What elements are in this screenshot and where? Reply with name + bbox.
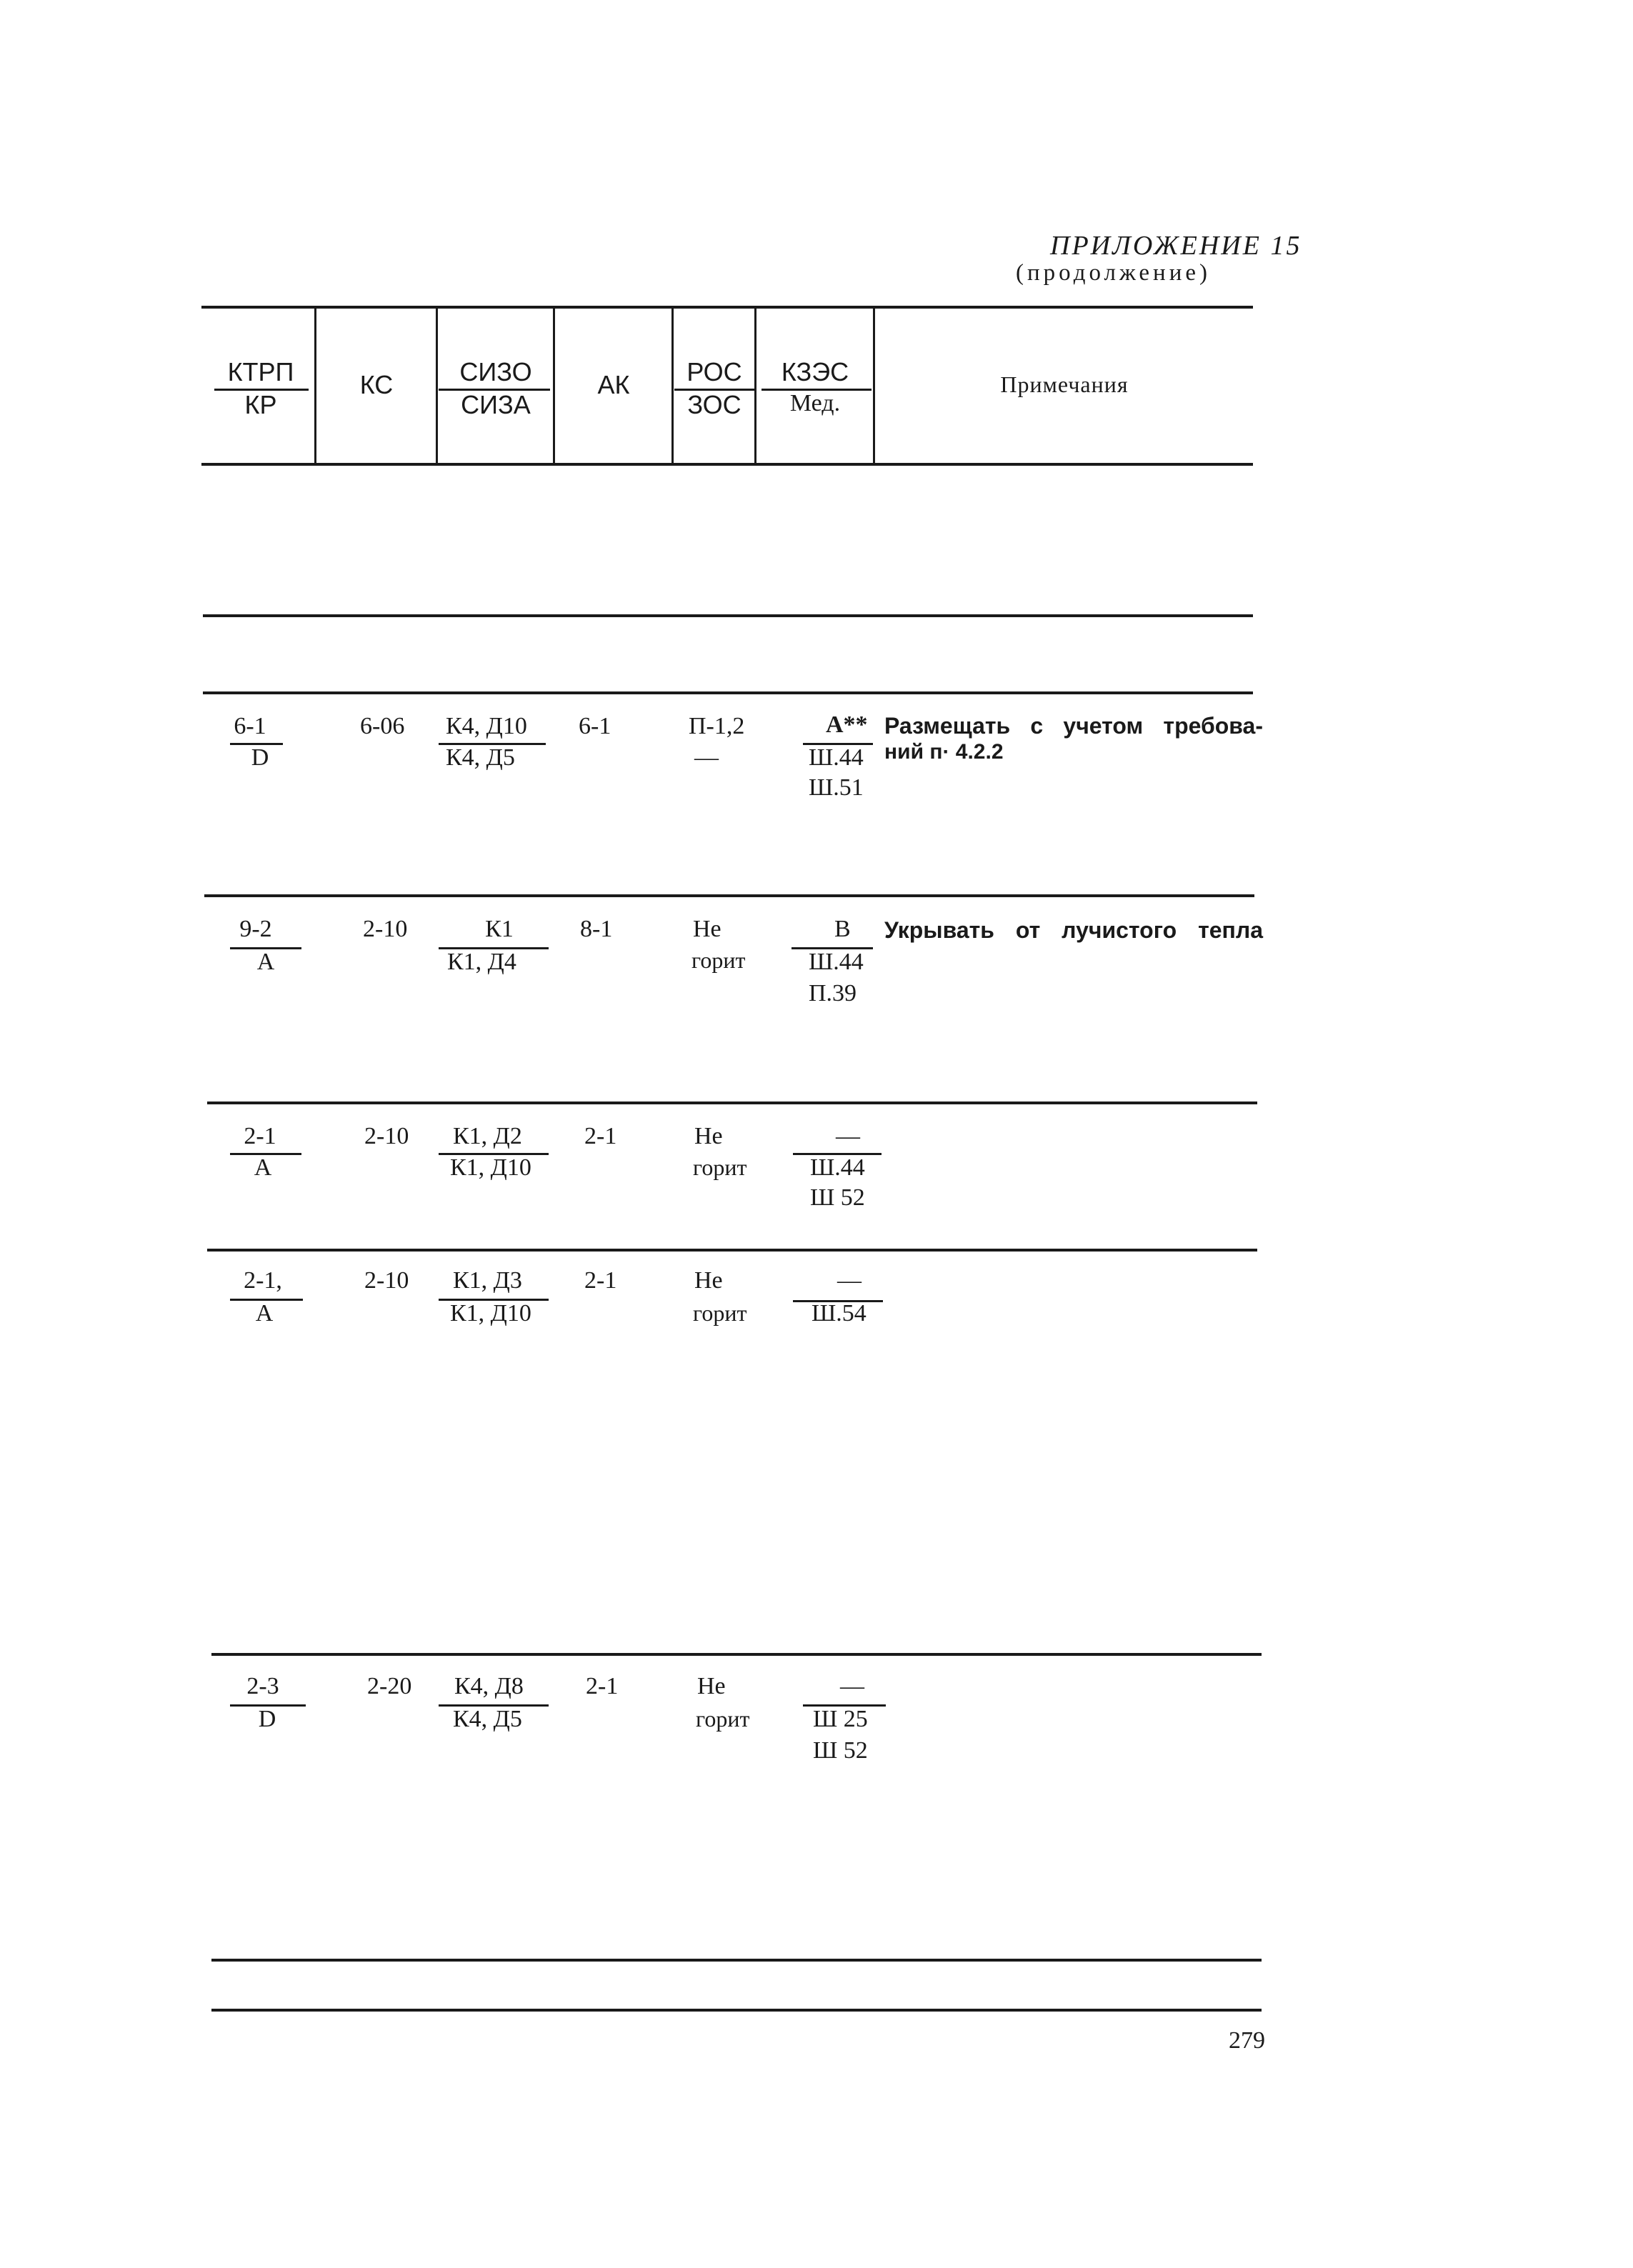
kr-value: А [254, 1154, 272, 1181]
column-header-ak: АК [597, 370, 630, 399]
table-bottom-rule [211, 2009, 1262, 2012]
column-header-kzes: КЗЭС [781, 357, 849, 386]
med-value: Ш.51 [809, 774, 864, 801]
ros-value: Не [697, 1673, 726, 1699]
table-top-rule [201, 306, 1253, 309]
zos-value: горит [696, 1706, 750, 1732]
column-header-ks: КС [359, 370, 394, 399]
column-header-siza: СИЗА [461, 390, 531, 419]
section-rule [203, 691, 1253, 694]
column-header-ros: РОС [686, 357, 742, 386]
sizo-value: К4, Д10 [446, 713, 527, 739]
med-value: Ш.54 [811, 1300, 867, 1327]
ros-value: П-1,2 [689, 713, 745, 739]
sizo-value: К1, Д2 [453, 1123, 522, 1149]
zos-value: горит [693, 1300, 747, 1326]
med-value: Ш.44 [809, 949, 864, 975]
ktrp-value: 2-1, [244, 1267, 282, 1294]
ak-value: 2-1 [586, 1673, 619, 1699]
kzes-value: — [837, 1267, 862, 1294]
kzes-value: В [834, 916, 851, 942]
appendix-subtitle: (продолжение) [1016, 260, 1211, 286]
zos-value: горит [693, 1154, 747, 1180]
ktrp-value: 9-2 [239, 916, 272, 942]
med-value: Ш 25 [813, 1706, 868, 1732]
ros-value: Не [694, 1123, 723, 1149]
siza-value: К1, Д4 [447, 949, 516, 975]
section-rule [211, 1653, 1262, 1656]
section-rule [211, 1959, 1262, 1962]
siza-value: К4, Д5 [446, 744, 515, 771]
note-text: Укрывать от лучистого тепла [884, 917, 1263, 943]
kr-value: А [255, 1300, 274, 1327]
kr-value: А [256, 949, 275, 975]
kr-value: D [258, 1706, 276, 1732]
ks-value: 2-10 [363, 916, 408, 942]
column-header-kr: КР [244, 390, 277, 419]
ak-value: 8-1 [580, 916, 613, 942]
zos-value: горит [691, 947, 746, 973]
column-header-zos: ЗОС [687, 390, 741, 419]
ak-value: 6-1 [579, 713, 611, 739]
med-value: Ш 52 [810, 1184, 865, 1211]
appendix-title: ПРИЛОЖЕНИЕ 15 [1050, 231, 1302, 261]
ks-value: 6-06 [360, 713, 405, 739]
ks-value: 2-20 [367, 1673, 412, 1699]
med-value: Ш 52 [813, 1737, 868, 1764]
siza-value: К1, Д10 [450, 1300, 531, 1327]
med-value: Ш.44 [810, 1154, 865, 1181]
header-separator [754, 309, 756, 463]
sizo-value: К1 [485, 916, 514, 942]
section-rule [207, 1101, 1257, 1104]
ktrp-value: 2-1 [244, 1123, 276, 1149]
ros-value: Не [694, 1267, 723, 1294]
ak-value: 2-1 [584, 1123, 617, 1149]
column-header-sizo: СИЗО [459, 357, 532, 386]
med-value: Ш.44 [809, 744, 864, 771]
note-text: ний п· 4.2.2 [884, 740, 1004, 764]
ks-value: 2-10 [364, 1123, 409, 1149]
header-separator [436, 309, 438, 463]
kzes-value: — [840, 1673, 864, 1699]
siza-value: К4, Д5 [453, 1706, 522, 1732]
ks-value: 2-10 [364, 1267, 409, 1294]
ak-value: 2-1 [584, 1267, 617, 1294]
column-header-notes: Примечания [1000, 371, 1129, 397]
header-separator [671, 309, 674, 463]
ros-value: Не [693, 916, 721, 942]
kzes-value: — [836, 1123, 860, 1149]
med-value: П.39 [809, 980, 857, 1006]
note-text: Размещать с учетом требова- [884, 713, 1263, 739]
sizo-value: К4, Д8 [454, 1673, 524, 1699]
column-header-ktrp: КТРП [227, 357, 294, 386]
kr-value: D [251, 744, 269, 771]
section-rule [204, 894, 1254, 897]
header-separator [314, 309, 316, 463]
sizo-value: К1, Д3 [453, 1267, 522, 1294]
header-separator [553, 309, 555, 463]
kzes-value: А** [826, 711, 868, 738]
siza-value: К1, Д10 [450, 1154, 531, 1181]
zos-value: — [694, 744, 719, 771]
header-separator [873, 309, 875, 463]
ktrp-value: 6-1 [234, 713, 266, 739]
table-header-bottom-rule [201, 463, 1253, 466]
column-header-med: Мед. [789, 390, 841, 416]
section-rule [207, 1249, 1257, 1252]
section-rule [203, 614, 1253, 617]
ktrp-value: 2-3 [246, 1673, 279, 1699]
page-number: 279 [1229, 2027, 1265, 2054]
